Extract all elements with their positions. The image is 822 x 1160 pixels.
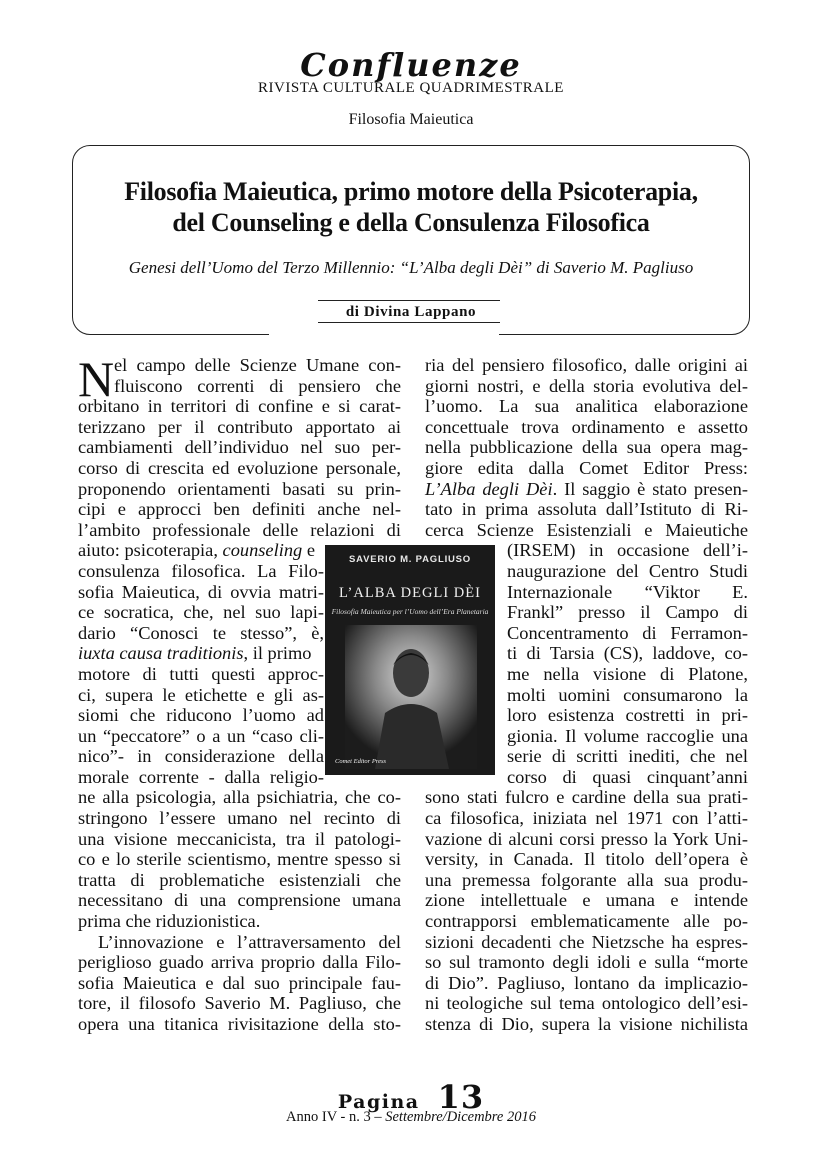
text-line: una visione meccanicista, tra il patologi- xyxy=(78,828,401,849)
text-line: sofia Maieutica, di ovvia matri- xyxy=(78,581,324,602)
text-line: stenza di Dio, supera la visione nichilista xyxy=(425,1014,748,1034)
text-line: orbitano in territori di confine e si carat- xyxy=(78,396,401,417)
text-line: l’uomo. La sua analitica elaborazione xyxy=(425,396,748,417)
text-line: prima che riduzionistica. xyxy=(78,911,261,932)
text-line: motore di tutti questi approc- xyxy=(78,663,324,684)
issue-info: Anno IV - n. 3 – Settembre/Dicembre 2016 xyxy=(286,1109,536,1125)
text-line: gionia. Il volume raccoglie una xyxy=(507,725,748,746)
text-line: Frankl” presso il Campo di xyxy=(507,602,748,623)
box-gap xyxy=(269,331,499,337)
text-line: versity, in Canada. Il titolo dell’opera è xyxy=(425,849,748,870)
text-line: nico”- in considerazione della xyxy=(78,746,324,767)
text-line: (IRSEM) in occasione dell’i- xyxy=(507,540,748,561)
italic-book-title: L’Alba degli Dèi xyxy=(425,478,553,499)
book-cover-image xyxy=(325,545,495,775)
book-cover-author: SAVERIO M. PAGLIUSO xyxy=(349,554,471,565)
text-line: L’innovazione e l’attraversamento del xyxy=(98,931,401,952)
byline-underline xyxy=(318,322,500,323)
text-line: cipi e approcci ben definiti anche nel- xyxy=(78,499,401,520)
text-line: corso di crescita ed evoluzione personale, xyxy=(78,457,401,478)
text-line: terizzano per il contributo apportato ai xyxy=(78,416,401,437)
text-line: opera una titanica rivisitazione della sto- xyxy=(78,1014,401,1034)
text-line: aiuto: psicoterapia, counseling e xyxy=(78,540,315,561)
article-title-box xyxy=(72,145,750,335)
page-number-value: 13 xyxy=(437,1078,485,1116)
text-line: tratta di problematiche esistenziali che xyxy=(78,869,401,890)
text-line: tato in prima assoluta dall’Istituto di Ri- xyxy=(425,499,748,520)
text-line: sofia Maieutica e dal suo principale fau- xyxy=(78,972,401,993)
text-line: sizioni decadenti che Nietzsche ha espres- xyxy=(425,931,748,952)
text-line: vazione di alcuni corsi presso la York Uni- xyxy=(425,828,748,849)
text-line: Internazionale “Viktor E. xyxy=(507,581,748,602)
magazine-subtitle: RIVISTA CULTURALE QUADRIMESTRALE xyxy=(258,80,564,96)
text-line: Concentramento di Ferramon- xyxy=(507,622,748,643)
book-cover-publisher: Comet Editor Press xyxy=(335,758,387,765)
text-line: ni teologiche sul tema ontologico dell’esi- xyxy=(425,993,748,1014)
text-line: ti di Tarsia (CS), laddove, co- xyxy=(507,643,748,664)
text-line: ne alla psicologia, alla psichiatria, che co- xyxy=(78,787,401,808)
text-line: sono stati fulcro e cardine della sua prati- xyxy=(425,787,748,808)
book-cover-subtitle: Filosofia Maieutica per l’Uomo dell’Era Planetaria xyxy=(331,607,489,616)
text-line: ca filosofica, iniziata nel 1971 con l’atti- xyxy=(425,808,748,829)
text-line: corso di quasi cinquant’anni xyxy=(507,766,748,787)
text-line: el campo delle Scienze Umane con- xyxy=(114,355,401,375)
text-line: ce socratica, che, nel suo lapi- xyxy=(78,602,324,623)
text-line: co e lo sterile scientismo, mentre spesso si xyxy=(78,849,401,870)
text-line: cerca Scienze Esistenziali e Maieutiche xyxy=(425,519,748,540)
drop-cap: N xyxy=(78,351,115,407)
book-cover-photo xyxy=(345,625,477,769)
text-line: consulenza filosofica. La Filo- xyxy=(78,560,324,581)
text-line: loro esistenza costretti in pri- xyxy=(507,705,748,726)
text-line: l’ambito professionale delle relazioni di xyxy=(78,519,401,540)
text-line: L’Alba degli Dèi. Il saggio è stato presen- xyxy=(425,478,748,499)
book-cover-title: L’ALBA DEGLI DÈI xyxy=(339,585,481,601)
text-line: giorni nostri, e della storia evolutiva del- xyxy=(425,375,748,396)
italic-term: counseling xyxy=(222,540,303,561)
text-line: giore edita dalla Comet Editor Press: xyxy=(425,457,748,478)
text-line: contrapporsi emblematicamente alle po- xyxy=(425,911,748,932)
text-line: concettuale trova ordinamento e assetto xyxy=(425,416,748,437)
article-subtitle: Genesi dell’Uomo del Terzo Millennio: “L’Alba degli Dèi” di Saverio M. Pagliuso xyxy=(128,258,694,277)
text-line: fluiscono correnti di pensiero che xyxy=(114,375,401,396)
text-line: periglioso guado arriva proprio dalla Filo- xyxy=(78,952,401,973)
text-line: zione intellettuale e umana e intende xyxy=(425,890,748,911)
text-line: morale corrente - dalla religio- xyxy=(78,766,324,787)
text-line: cambiamenti dell’individuo nel suo per- xyxy=(78,437,401,458)
text-line: tore, il filosofo Saverio M. Pagliuso, che xyxy=(78,993,401,1014)
text-line: iuxta causa traditionis, il primo xyxy=(78,643,312,664)
author-byline: di Divina Lappano xyxy=(345,304,477,320)
text-line: siomi che riducono l’uomo ad xyxy=(78,705,324,726)
text-line: necessitano di una comprensione umana xyxy=(78,890,401,911)
text-line: serie di scritti inediti, che nel xyxy=(507,746,748,767)
page-label: Pagina xyxy=(337,1091,420,1113)
text-line: naugurazione del Centro Studi xyxy=(507,560,748,581)
text-line: un “peccatore” o a un “caso cli- xyxy=(78,725,324,746)
text-line: una premessa folgorante alla sua produ- xyxy=(425,869,748,890)
text-line: stringono l’essere umano nel recinto di xyxy=(78,808,401,829)
text-line: nella pubblicazione della sua opera mag- xyxy=(425,437,748,458)
article-title: Filosofia Maieutica, primo motore della Psicoterapia, del Counseling e della Consulenza Filosofica xyxy=(124,177,698,237)
text-line: ria del pensiero filosofico, dalle origini ai xyxy=(425,355,748,375)
text-line: di Dio”. Pagliuso, lontano da implicazio- xyxy=(425,972,748,993)
text-line: dario “Conosci te stesso”, è, xyxy=(78,622,324,643)
text-line: so sul tramonto degli idoli e sulla “morte xyxy=(425,952,748,973)
italic-term: iuxta causa traditionis xyxy=(78,643,244,664)
section-label: Filosofia Maieutica xyxy=(348,111,474,128)
text-line: proponendo orientamenti basati su prin- xyxy=(78,478,401,499)
text-line: molti uomini consumarono la xyxy=(507,684,748,705)
magazine-title: Confluenze xyxy=(300,46,522,84)
text-line: ci, supera le etichette e gli as- xyxy=(78,684,324,705)
text-line: me nella visione di Platone, xyxy=(507,663,748,684)
byline-top-rule xyxy=(318,300,500,301)
